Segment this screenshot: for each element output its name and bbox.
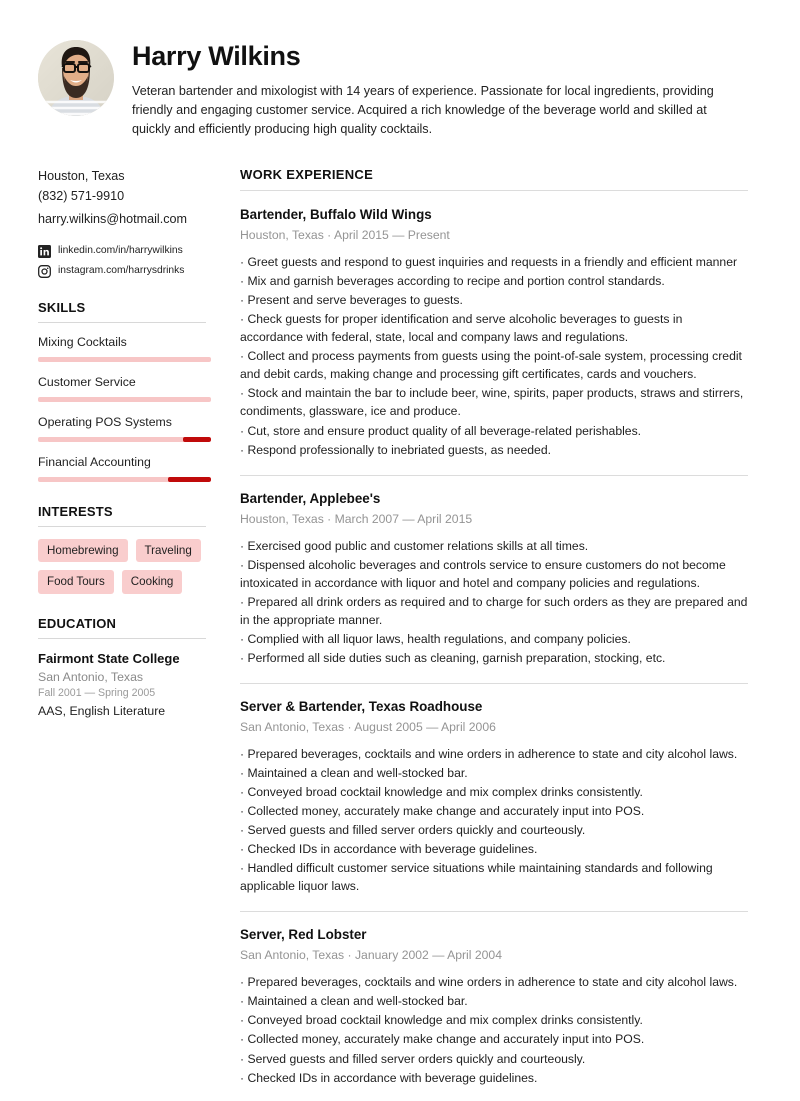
skills-list (38, 335, 206, 482)
job-bullets (240, 973, 748, 1086)
interest-tag: Cooking (122, 570, 183, 594)
job-divider (240, 683, 748, 684)
job-divider (240, 475, 748, 476)
job-bullets (240, 537, 748, 667)
skill-label: Financial Accounting (38, 454, 151, 469)
skills-divider (38, 322, 206, 323)
work-experience-heading: WORK EXPERIENCE (240, 167, 374, 183)
contact-location: Houston, Texas (38, 169, 125, 184)
job-bullets (240, 745, 748, 895)
page-title: Harry Wilkins (132, 41, 301, 71)
job-bullet: · Prepared beverages, cocktails and wine orders in adherence to state and city alcohol laws. (240, 975, 738, 990)
job-bullets (240, 253, 748, 459)
main-column (218, 167, 748, 1101)
header-text (132, 40, 748, 139)
professional-summary: Veteran bartender and mixologist with 14 years of experience. Passionate for local ingredients, providing friendly and engaging customer service. Acquired a rich knowledge of the beverage world and skilled at quickly and efficiently producing high quality cocktails. (132, 83, 714, 136)
job-meta: Houston, Texas · March 2007 — April 2015 (240, 511, 473, 526)
linkedin-icon (38, 245, 51, 258)
job-bullet: · Respond professionally to inebriated guests, as needed. (240, 442, 551, 457)
job-bullet: · Greet guests and respond to guest inquiries and requests in a friendly and efficient manner (240, 255, 738, 270)
job-bullet: · Maintained a clean and well-stocked bar. (240, 994, 468, 1009)
skill-bar (38, 437, 211, 442)
job-bullet: · Stock and maintain the bar to include beer, wine, spirits, paper products, straws and stirrers, condiments, glassware, ice and produce. (240, 386, 744, 419)
job-bullet: · Collect and process payments from guests using the point-of-sale system, processing credit and debit cards, making change and processing gift certificates, cards and vouchers. (240, 349, 742, 382)
skill-item (38, 415, 206, 442)
education-heading: EDUCATION (38, 615, 117, 631)
linkedin-url: linkedin.com/in/harrywilkins (58, 245, 183, 257)
skill-item (38, 455, 206, 482)
job-bullet: · Present and serve beverages to guests. (240, 293, 463, 308)
job-entry (240, 491, 748, 667)
job-bullet: · Handled difficult customer service situations while maintaining standards and following applicable liquor laws. (240, 861, 713, 894)
job-bullet: · Collected money, accurately make change and accurately input into POS. (240, 804, 645, 819)
job-bullet: · Performed all side duties such as cleaning, garnish preparation, stocking, etc. (240, 650, 666, 665)
education-degree: AAS, English Literature (38, 703, 166, 718)
skill-label: Customer Service (38, 374, 136, 389)
work-experience-list (240, 207, 748, 1087)
skill-bar-cap (183, 437, 211, 442)
skill-bar (38, 397, 211, 402)
job-title: Bartender, Applebee's (240, 490, 381, 506)
job-bullet: · Prepared beverages, cocktails and wine orders in adherence to state and city alcohol laws. (240, 746, 738, 761)
skill-item (38, 375, 206, 402)
skills-section (38, 300, 206, 482)
job-bullet: · Check guests for proper identification and serve alcoholic beverages to guests in accordance with federal, state, local and company laws and regulations. (240, 312, 683, 345)
job-bullet: · Prepared all drink orders as required and to charge for such orders as they are prepared and in the appropriate manner. (240, 594, 748, 627)
skill-label: Operating POS Systems (38, 414, 172, 429)
skill-bar-cap (168, 477, 211, 482)
interest-tag: Homebrewing (38, 539, 128, 563)
sidebar (38, 167, 218, 1101)
job-bullet: · Served guests and filled server orders quickly and courteously. (240, 823, 586, 838)
social-links (38, 245, 206, 278)
work-experience-divider (240, 190, 748, 191)
job-entry (240, 927, 748, 1086)
job-bullet: · Served guests and filled server orders quickly and courteously. (240, 1051, 586, 1066)
job-meta: San Antonio, Texas · August 2005 — April 2006 (240, 719, 496, 734)
job-divider (240, 911, 748, 912)
skill-item (38, 335, 206, 362)
skill-bar (38, 477, 211, 482)
job-entry (240, 699, 748, 895)
interests-list (38, 539, 206, 594)
resume-body (38, 167, 748, 1101)
job-title: Server, Red Lobster (240, 927, 367, 943)
education-location: San Antonio, Texas (38, 669, 144, 684)
job-entry (240, 207, 748, 459)
interest-tag: Food Tours (38, 570, 114, 594)
resume-header (38, 30, 748, 139)
job-meta: Houston, Texas · April 2015 — Present (240, 228, 450, 243)
avatar (38, 40, 114, 116)
contact-phone: (832) 571-9910 (38, 189, 125, 203)
job-bullet: · Conveyed broad cocktail knowledge and mix complex drinks consistently. (240, 1013, 643, 1028)
social-link-linkedin[interactable] (38, 245, 206, 258)
job-bullet: · Dispensed alcoholic beverages and controls service to ensure customers do not become intoxicated in accordance with liquor and hotel and company policies and regulations. (240, 557, 726, 590)
job-bullet: · Exercised good public and customer relations skills at all times. (240, 538, 589, 553)
skill-bar (38, 357, 211, 362)
instagram-icon (38, 265, 51, 278)
job-bullet: · Mix and garnish beverages according to recipe and portion control standards. (240, 274, 665, 289)
job-title: Bartender, Buffalo Wild Wings (240, 207, 432, 223)
job-bullet: · Checked IDs in accordance with beverage guidelines. (240, 1070, 538, 1085)
job-bullet: · Maintained a clean and well-stocked bar. (240, 766, 468, 780)
skills-heading: SKILLS (38, 299, 86, 315)
interests-section (38, 504, 206, 594)
education-section (38, 616, 206, 718)
interests-heading: INTERESTS (38, 503, 113, 519)
job-bullet: · Conveyed broad cocktail knowledge and mix complex drinks consistently. (240, 785, 643, 800)
profile-photo-image (38, 40, 114, 116)
job-title: Server & Bartender, Texas Roadhouse (240, 698, 483, 714)
interest-tag: Traveling (136, 539, 201, 563)
job-bullet: · Cut, store and ensure product quality of all beverage-related perishables. (240, 423, 642, 438)
social-link-instagram[interactable] (38, 265, 206, 278)
interests-divider (38, 526, 206, 527)
education-divider (38, 638, 206, 639)
instagram-url: instagram.com/harrysdrinks (58, 265, 185, 277)
education-school: Fairmont State College (38, 650, 180, 666)
job-bullet: · Checked IDs in accordance with beverage guidelines. (240, 842, 538, 857)
education-dates: Fall 2001 — Spring 2005 (38, 686, 156, 699)
job-bullet: · Complied with all liquor laws, health regulations, and company policies. (240, 631, 631, 646)
job-bullet: · Collected money, accurately make change and accurately input into POS. (240, 1032, 645, 1047)
job-meta: San Antonio, Texas · January 2002 — April 2004 (240, 948, 502, 963)
contact-email: harry.wilkins@hotmail.com (38, 211, 188, 226)
skill-label: Mixing Cocktails (38, 334, 127, 349)
